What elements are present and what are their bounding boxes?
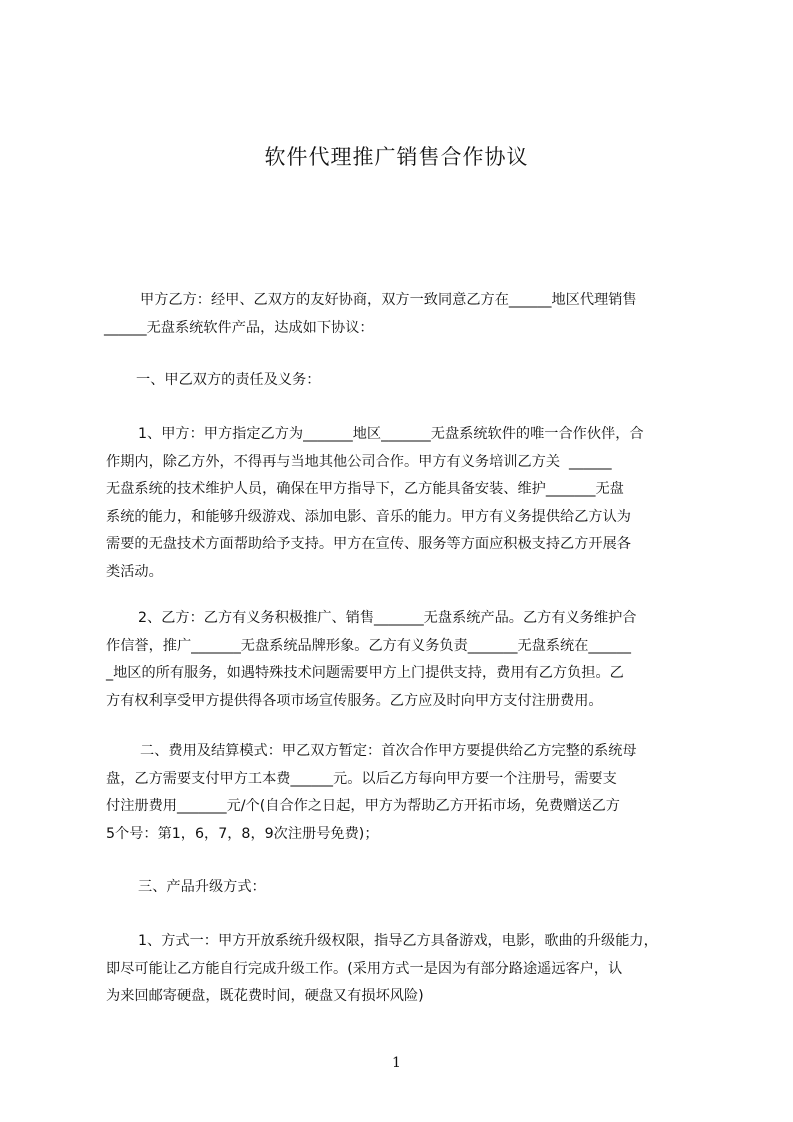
- document-title: 软件代理推广销售合作协议: [264, 145, 529, 169]
- section2-line: 付注册费用_______元/个(自合作之日起，甲方为帮助乙方开拓市场，免费赠送乙方: [106, 798, 620, 814]
- clause-line: 1、方式一：甲方开放系统升级权限，指导乙方具备游戏，电影，歌曲的升级能力，: [138, 933, 658, 949]
- clause-line: 方有权利享受甲方提供得各项市场宣传服务。乙方应及时向甲方支付注册费用。: [106, 692, 603, 709]
- clause-line: _地区的所有服务，如遇特殊技术问题需要甲方上门提供支持，费用有乙方负担。乙: [106, 665, 624, 681]
- section3-heading: 三、产品升级方式：: [138, 879, 266, 895]
- intro-line: 甲方乙方：经甲、乙双方的友好协商，双方一致同意乙方在______地区代理销售: [140, 292, 637, 308]
- intro-paragraph: [104, 287, 637, 342]
- section2-line: 盘，乙方需要支付甲方工本费______元。以后乙方每向甲方要一个注册号，需要支: [106, 770, 617, 787]
- clause-line: 1、甲方：甲方指定乙方为_______地区_______无盘系统软件的唯一合作伙伴，合: [138, 426, 644, 442]
- clause-line: 类活动。: [106, 563, 163, 580]
- clause-line: 系统的能力，和能够升级游戏、添加电影、音乐的能力。甲方有义务提供给乙方认为: [106, 508, 631, 525]
- section2-line: 二、费用及结算模式：甲乙双方暂定：首次合作甲方要提供给乙方完整的系统母: [140, 743, 637, 759]
- section2-paragraph: [106, 738, 637, 848]
- section1-heading: 一、甲乙双方的责任及义务：: [136, 372, 321, 388]
- clause-line: 需要的无盘技术方面帮助给予支持。甲方在宣传、服务等方面应积极支持乙方开展各: [106, 536, 631, 552]
- clause1-2-paragraph: [106, 605, 637, 715]
- clause3-1-paragraph: [106, 928, 658, 1011]
- clause-line: 为来回邮寄硬盘，既花费时间，硬盘又有损坏风险): [106, 988, 424, 1004]
- clause-line: 作期内，除乙方外，不得再与当地其他公司合作。甲方有义务培训乙方关 ______: [106, 453, 612, 470]
- page-number: 1: [392, 1055, 401, 1071]
- section2-line: 5个号：第1，6，7，8，9次注册号免费)；: [106, 825, 379, 842]
- clause-line: 即尽可能让乙方能自行完成升级工作。(采用方式一是因为有部分路途遥远客户，认: [106, 960, 623, 977]
- clause1-1-paragraph: [106, 421, 644, 586]
- clause-line: 2、乙方：乙方有义务积极推广、销售_______无盘系统产品。乙方有义务维护合: [138, 610, 637, 626]
- clause-line: 无盘系统的技术维护人员，确保在甲方指导下，乙方能具备安装、维护_______无盘: [106, 481, 624, 497]
- clause-line: 作信誉，推广_______无盘系统品牌形象。乙方有义务负责_______无盘系统在______: [106, 637, 631, 654]
- intro-line: ______无盘系统软件产品，达成如下协议：: [104, 319, 374, 336]
